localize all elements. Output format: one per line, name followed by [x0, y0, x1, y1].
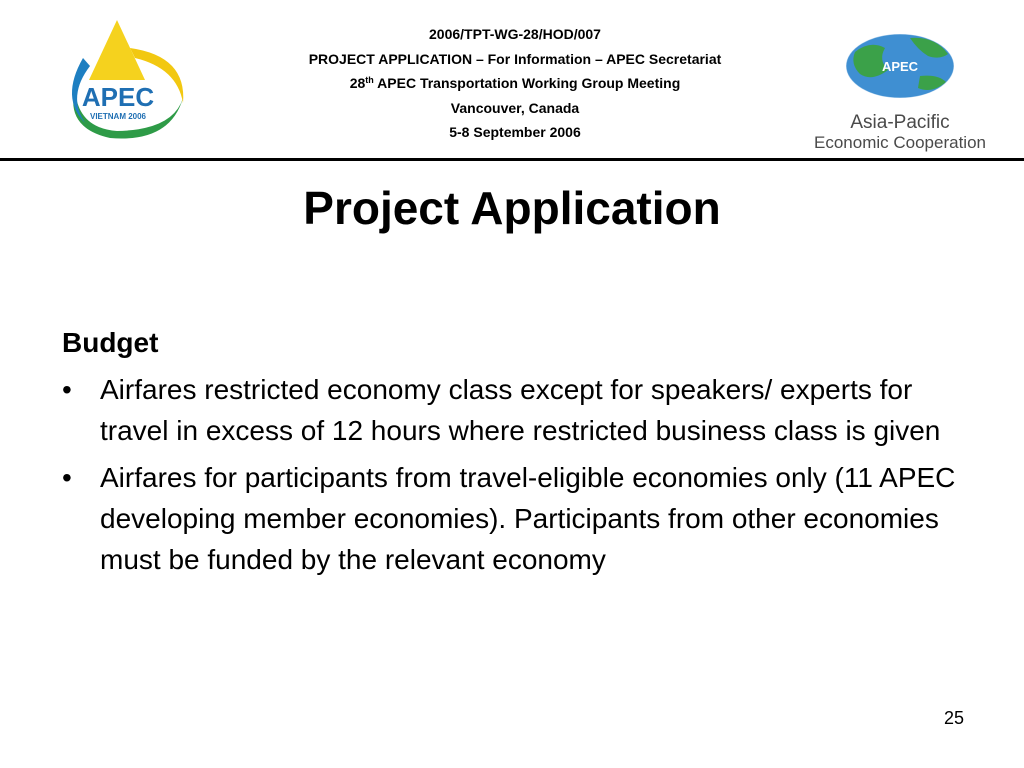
slide-title: Project Application	[303, 182, 721, 234]
header-meeting-ordinal: th	[365, 75, 374, 85]
page-number: 25	[943, 708, 964, 728]
apec-globe-logo	[800, 30, 1005, 155]
bullet-marker: •	[62, 374, 72, 405]
header-meeting-number: 28	[349, 75, 366, 91]
logo-caption-line-2: Economic Cooperation	[814, 133, 986, 152]
logo-vietnam-2006-text: VIETNAM 2006	[89, 112, 147, 121]
header-meeting	[215, 71, 815, 96]
logo-caption-line-1: Asia-Pacific	[850, 112, 950, 133]
section-heading-budget: Budget	[62, 327, 159, 358]
header-purpose: PROJECT APPLICATION – For Information – APEC Secretariat	[308, 50, 722, 67]
header-location: Vancouver, Canada	[450, 99, 580, 116]
globe-apec-text: APEC	[881, 59, 919, 74]
bullet-item	[62, 457, 962, 580]
slide-body	[62, 322, 962, 580]
header-divider	[0, 158, 1024, 161]
bullet-list	[62, 369, 962, 580]
header-dates: 5-8 September 2006	[449, 124, 581, 140]
apec-globe-logo-graphic	[800, 30, 1005, 155]
bullet-marker: •	[62, 462, 72, 493]
apec-vietnam-2006-logo-graphic	[55, 18, 190, 143]
header-meeting-name: APEC Transportation Working Group Meeting	[373, 75, 681, 91]
bullet-text: Airfares for participants from travel-eligible economies only (11 APEC developing member economies). Participants from other economies must be funded by the relevant economy	[100, 462, 956, 575]
logo-apec-text: APEC	[81, 82, 155, 112]
bullet-text: Airfares restricted economy class except for speakers/ experts for travel in excess of 12 hours where restricted business class is given	[100, 374, 941, 446]
bullet-item	[62, 369, 962, 451]
apec-vietnam-2006-logo	[55, 18, 190, 143]
document-header	[215, 22, 815, 145]
header-document-code: 2006/TPT-WG-28/HOD/007	[429, 26, 601, 42]
